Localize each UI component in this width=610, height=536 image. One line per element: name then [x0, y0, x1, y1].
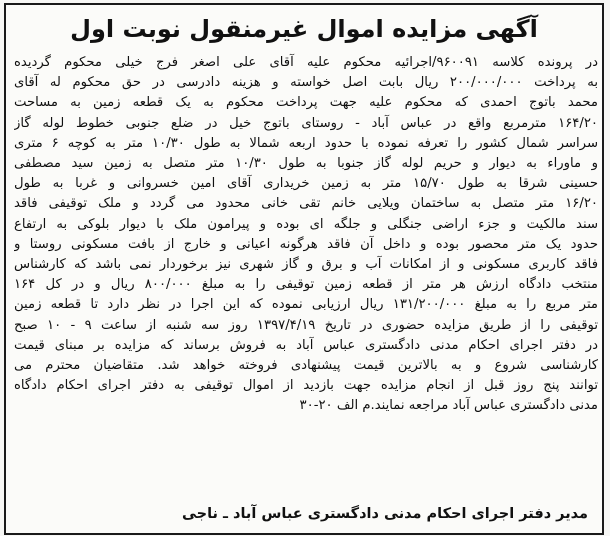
notice-line: به پرداخت ۲۰۰/۰۰۰/۰۰۰ ریال بابت اصل خواسته و هزینه دادرسی در حق محکوم له آقای	[14, 75, 598, 91]
notice-line: کارشناسی شروع و به بالاترین قیمت پیشنهادی فروخته خواهد شد. متقاضیان محترم می	[14, 358, 598, 374]
notice-line: منتخب دادگاه ارزش هر متر از قطعه زمین توقیفی را به مبلغ ۸۰۰/۰۰۰ ریال و در کل ۱۶۴	[14, 277, 598, 293]
notice-line: متر مربع را به مبلغ ۱۳۱/۲۰۰/۰۰۰ ریال ارزیابی نموده که این اجرا در نظر دارد تا قطعه زمین	[14, 297, 598, 313]
notice-line: سراسر شمال کشور را تعرفه نموده با حدود اربعه شمالا به طول ۱۰/۳۰ متر به کوچه ۶ متری	[14, 135, 598, 151]
notice-line: توقیفی را از طریق مزایده حضوری در تاریخ ۱۳۹۷/۴/۱۹ روز سه شنبه از ساعت ۹ - ۱۰ صبح	[14, 317, 598, 333]
notice-line: ۱۶۴/۲۰ مترمربع واقع در عباس آباد - روستای باتوج خیل در ضلع جنوبی خطوط لوله گاز	[14, 115, 598, 131]
notice-line: و ماوراء به دیوار و حریم لوله گاز جنوبا به طول ۱۰/۳۰ متر متصل به زمین سید مصطفی	[14, 156, 598, 172]
notice-line: توانند پنج روز قبل از انجام مزایده جهت بازدید از اموال توقیفی به دفتر اجرای احکام دادگاه	[14, 378, 598, 394]
notice-line: مدنی دادگستری عباس آباد مراجعه نمایند.م الف ۲۰-۳۰	[299, 398, 598, 414]
notice-line: فاقد کاربری مسکونی و از امکانات آب و برق و گاز شهری نیز برخوردار نمی باشد که کارشناس	[14, 257, 598, 273]
notice-line: سند مالکیت و جزء اراضی جنگلی و جلگه ای بوده و پیرامون ملک با دیوار بلوکی به ارتفاع	[14, 216, 598, 232]
notice-line: حدود یک متر محصور بوده و داخل آن فاقد هرگونه اعیانی و خارج از بافت مسکونی روستا و	[14, 236, 598, 252]
notice-line: در دفتر اجرای احکام مدنی دادگستری عباس آباد به فروش برساند که مزایده بر مبنای قیمت	[14, 337, 598, 353]
notice-signature: مدیر دفتر اجرای احکام مدنی دادگستری عباس آباد ـ ناجی	[181, 506, 588, 522]
notice-line: حسینی شرقا به طول ۱۵/۷۰ متر به زمین خریداری آقای امین خسروانی و غربا به طول	[14, 176, 598, 192]
notice-line: در پرونده کلاسه ۹۶۰۰۹۱/اجرائیه محکوم علیه آقای علی اصغر فرج خیلی محکوم گردیده	[14, 55, 598, 70]
notice-body	[14, 53, 598, 417]
notice-frame	[4, 3, 604, 535]
notice-line: ۱۶/۲۰ متر متصل به ساختمان ویلایی خانم تقی خانی محدود می گردد و ملک توقیفی فاقد	[14, 196, 598, 212]
notice-title: آگهی مزایده اموال غیرمنقول نوبت اول	[70, 15, 538, 43]
notice-line: محمد باتوج احمدی که محکوم علیه جهت پرداخت محکوم به یک قطعه زمین به مساحت	[14, 95, 598, 111]
